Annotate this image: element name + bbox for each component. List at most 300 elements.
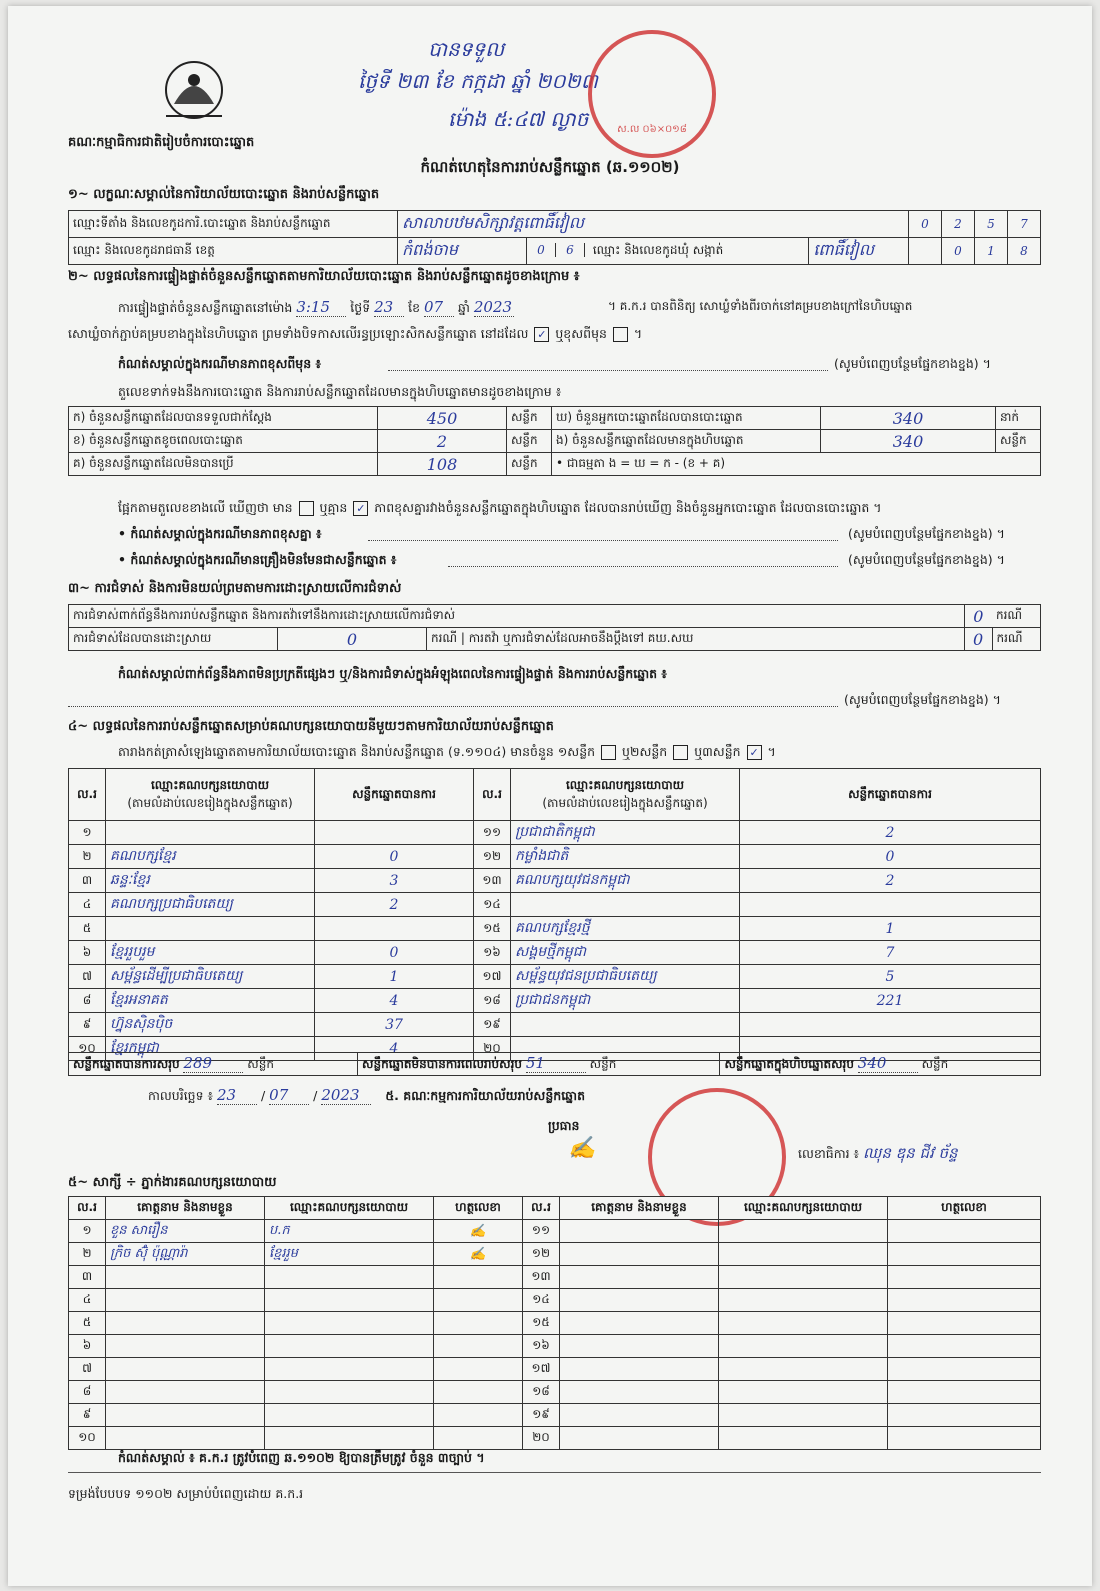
changed-checkbox[interactable] [613,327,628,342]
wit-left-sign [434,1381,523,1404]
wit-right-name [560,1243,719,1266]
diff-line [118,500,882,519]
section2-title: ២~ លទ្ធផលនៃការផ្ទៀងផ្ទាត់ចំនួនសន្លឹកឆ្នោតតាមការិយាល័យបោះឆ្នោត និងរាប់សន្លឹកឆ្នោតដូចខាងក្រោម ៖ [68,269,580,284]
verify-line-b: ។ គ.ក.រ បានពិនិត្យ សោឃ្លំទាំងពីរចាក់នៅគម្របខាងក្រៅនៃហិបឆ្នោត [608,299,913,313]
wit-right-party [719,1312,888,1335]
res-col-no-right: ល.រ [474,769,511,821]
witness-row [69,1289,1041,1312]
s1-com-code-2: 1 [975,238,1008,265]
witness-table [68,1196,1041,1450]
total-invalid-unit: សន្លឹក [589,1057,617,1071]
fig-formula: • ជាធម្មតា ង = ឃ = ក - (ខ + គ) [552,453,1041,476]
obj-hint: (សូមបំពេញបន្ថែមផ្នែកខាងខ្នង) ។ [844,692,1001,707]
wit-left-no: ២ [69,1243,106,1266]
results-body [69,821,1041,1061]
total-box-label: សន្លឹកឆ្នោតក្នុងហិបឆ្នោតសរុប [724,1057,854,1071]
s1-commune-label: ឈ្មោះ និងលេខកូដឃុំ សង្កាត់ [592,243,724,257]
figures-table [68,406,1041,476]
figures-intro: តួលេខទាក់ទងនឹងការបោះឆ្នោត និងការរាប់សន្លឹកឆ្នោតដែលមានក្នុងហិបឆ្នោតមានដូចខាងក្រោម ៖ [118,384,562,399]
diff-prefix: ផ្អែកតាមតួលេខខាងលើ ឃើញថា មាន [118,500,293,515]
witness-row [69,1312,1041,1335]
verify-month: 07 [424,298,454,317]
res-col-party-right [511,769,740,821]
form-footer: ទម្រង់បែបបទ ១១០២ សម្រាប់បំពេញដោយ គ.ក.រ [68,1486,304,1501]
footer-divider [68,1472,1041,1473]
res-left-party: ខ្មែរអនាគត [106,989,315,1013]
wit-right-sign [888,1312,1041,1335]
wit-left-sign [434,1312,523,1335]
witness-row [69,1335,1041,1358]
res-right-votes [740,1013,1041,1037]
bullet2-dots [448,566,838,567]
res-left-votes: 3 [315,869,474,893]
wit-left-party [265,1358,434,1381]
obj-row1-label: ការជំទាស់ពាក់ព័ន្ធនឹងការរាប់សន្លឹកឆ្នោត និងការតវ៉ាទៅនឹងការដោះស្រាយលើការជំទាស់ [69,605,965,628]
diff-yes-checkbox[interactable] [299,501,314,516]
fig-c-label: គ) ចំនួនសន្លឹកឆ្នោតដែលមិនបានប្រើ [69,453,378,476]
res-left-votes: 2 [315,893,474,917]
s1-row1-label: ឈ្មោះទីតាំង និងលេខកូដការិ.បោះឆ្នោត និងរាប់សន្លឹកឆ្នោត [69,211,398,238]
wit-right-name [560,1404,719,1427]
res-left-no: ៨ [69,989,106,1013]
verify-day: 23 [374,298,404,317]
section3-title: ៣~ ការជំទាស់ និងការមិនយល់ព្រមតាមការដោះស្រាយលើការជំទាស់ [68,581,402,596]
obj-row1-unit: ករណី [992,605,1041,628]
wit-right-sign [888,1266,1041,1289]
secretary-wrap [798,1144,958,1166]
total-valid: 289 [183,1054,243,1073]
witness-body [69,1220,1041,1450]
wit-left-name [106,1312,265,1335]
res-left-party: សម្ព័ន្ធដើម្បីប្រជាធិបតេយ្យ [106,965,315,989]
res-right-no: ១៧ [474,965,511,989]
wit-left-no: ៤ [69,1289,106,1312]
fig-e-unit: សន្លឹក [996,430,1041,453]
wit-right-no: ១៦ [523,1335,560,1358]
wit-right-name [560,1289,719,1312]
results-row [69,989,1041,1013]
res-right-votes: 1 [740,917,1041,941]
res-left-votes [315,821,474,845]
fig-b-unit: សន្លឹក [507,430,552,453]
wit-left-no: ៦ [69,1335,106,1358]
obj-note-dots [68,706,838,707]
stamp-top-number: ស.ល ០៦×០១៨ [617,123,687,135]
form-page [8,6,1092,1586]
wit-left-no: ៨ [69,1381,106,1404]
res-col-party-right-sub: (តាមលំដាប់លេខរៀងក្នុងសន្លឹកឆ្នោត) [542,795,708,810]
res-right-no: ១១ [474,821,511,845]
witness-row [69,1220,1041,1243]
wit-right-no: ១១ [523,1220,560,1243]
wit-right-party [719,1381,888,1404]
wit-right-party [719,1220,888,1243]
res-right-votes: 0 [740,845,1041,869]
total-invalid-label: សន្លឹកឆ្នោតមិនបានការពេលរាប់សរុប [362,1057,522,1071]
results-row [69,965,1041,989]
results-row [69,869,1041,893]
obj-row2b-value: 0 [964,628,992,651]
res-right-party: កម្លាំងជាតិ [511,845,740,869]
s1-code-4: 7 [1008,211,1041,238]
total-valid-cell [69,1053,358,1076]
wit-left-name: ខួន សារឿន [106,1220,265,1243]
fig-e-label: ង) ចំនួនសន្លឹកឆ្នោតដែលមានក្នុងហិបឆ្នោត [552,430,821,453]
results-row [69,893,1041,917]
res-right-no: ១៨ [474,989,511,1013]
wit-left-party [265,1289,434,1312]
total-valid-label: សន្លឹកឆ្នោតបានការសរុប [73,1057,180,1071]
results-row [69,821,1041,845]
res-right-no: ១៥ [474,917,511,941]
wit-right-no: ១៧ [523,1358,560,1381]
date-year: 2023 [321,1086,371,1105]
three-sheet-checkbox[interactable]: ✓ [747,745,762,760]
bullet1-dots [368,540,838,541]
res-right-party: ប្រជាជនកម្ពុជា [511,989,740,1013]
tally-intro: តារាងកត់ត្រាសំឡេងឆ្នោតតាមការិយាល័យបោះឆ្នោត និងរាប់សន្លឹកឆ្នោត (ទ.១១០៤) មានចំនួន ១សន្លឹក [118,744,596,759]
results-row [69,1013,1041,1037]
res-left-votes: 0 [315,941,474,965]
secretary-name: ឈុន ឌុន ជីវ ច័ន្ទ [863,1144,958,1162]
official-stamp-top [588,30,716,158]
bullet2: • កំណត់សម្គាល់ក្នុងករណីមានគ្រឿងមិនមែនជាសន្លឹកឆ្នោត ៖ [118,552,397,567]
received-note-1: បានទទួល [428,37,505,61]
res-left-party: ហ្វ៊ុនស៊ិនប៉ិច [106,1013,315,1037]
fig-a-label: ក) ចំនួនសន្លឹកឆ្នោតដែលបានទទួលជាក់ស្តែង [69,407,378,430]
note-hint: (សូមបំពេញបន្ថែមផ្នែកខាងខ្នង) ។ [834,356,991,371]
res-right-party: សម្ព័ន្ធយុវជនប្រជាធិបតេយ្យ [511,965,740,989]
witness-row [69,1266,1041,1289]
wit-col-sign-left: ហត្ថលេខា [434,1197,523,1220]
section5-title: ៥~ សាក្សី ÷ ភ្នាក់ងារគណបក្សនយោបាយ [68,1175,277,1190]
total-box: 340 [858,1054,918,1073]
witness-row [69,1381,1041,1404]
res-right-votes: 5 [740,965,1041,989]
wit-right-name [560,1427,719,1450]
unchanged-checkbox[interactable]: ✓ [534,327,549,342]
wit-left-party: ខ្មែររួម [265,1243,434,1266]
fig-e-value: 340 [821,430,996,453]
wit-left-name [106,1289,265,1312]
wit-right-party [719,1404,888,1427]
fig-d-value: 340 [821,407,996,430]
received-note-3: ម៉ោង ៥:៤៧ ល្ងាច [448,107,589,131]
wit-right-party [719,1358,888,1381]
verify-line-a [118,298,514,319]
wit-right-name [560,1381,719,1404]
wit-left-no: ៣ [69,1266,106,1289]
secretary-label: លេខាធិការ ៖ [798,1146,860,1161]
wit-left-name [106,1381,265,1404]
res-right-votes: 221 [740,989,1041,1013]
total-valid-unit: សន្លឹក [247,1057,274,1071]
wit-left-sign: ✍ [434,1243,523,1266]
wit-col-party-left: ឈ្មោះគណបក្សនយោបាយ [265,1197,434,1220]
res-left-party: ខ្មែររួបរួម [106,941,315,965]
verify-time: 3:15 [296,298,346,317]
s1-row2-label: ឈ្មោះ និងលេខកូដរាជធានី ខេត្ត [69,238,398,265]
wit-left-sign [434,1358,523,1381]
wit-left-party [265,1381,434,1404]
witness-row [69,1243,1041,1266]
res-left-no: ៥ [69,917,106,941]
wit-left-name [106,1404,265,1427]
one-sheet-checkbox[interactable] [601,745,616,760]
s1-com-code-1: 0 [942,238,975,265]
res-col-votes-left: សន្លឹកឆ្នោតបានការ [315,769,474,821]
res-col-votes-right: សន្លឹកឆ្នោតបានការ [740,769,1041,821]
s1-prov-code-2: 6 [556,243,585,257]
wit-left-party: ប.ក [265,1220,434,1243]
res-right-no: ២០ [474,1037,511,1061]
res-col-no-left: ល.រ [69,769,106,821]
fig-a-value: 450 [378,407,507,430]
verify-day-label: ថ្ងៃទី [350,300,371,315]
wit-right-sign [888,1358,1041,1381]
res-col-party-left-title: ឈ្មោះគណបក្សនយោបាយ [150,777,270,792]
res-left-party: គណបក្សប្រជាធិបតេយ្យ [106,893,315,917]
res-left-no: ៦ [69,941,106,965]
wit-left-no: ១០ [69,1427,106,1450]
fig-a-unit: សន្លឹក [507,407,552,430]
wit-left-sign: ✍ [434,1220,523,1243]
total-box-cell [720,1053,1041,1076]
res-right-no: ១៣ [474,869,511,893]
res-left-party: គណបក្សខ្មែរ [106,845,315,869]
verify-month-label: ខែ [408,300,421,315]
form-title: កំណត់ហេតុនៃការរាប់សន្លឹកឆ្នោត (ឆ.១១០២) [420,158,680,176]
res-left-party: ឆន្ទៈខ្មែរ [106,869,315,893]
res-left-votes: 4 [315,1037,474,1061]
wit-left-name: ក្រិច ស៊ុំ ប៉ុណ្ណារ៉ា [106,1243,265,1266]
res-col-party-right-title: ឈ្មោះគណបក្សនយោបាយ [565,777,685,792]
res-left-votes: 37 [315,1013,474,1037]
total-box-unit: សន្លឹក [921,1057,949,1071]
wit-left-name [106,1358,265,1381]
wit-left-name [106,1266,265,1289]
date-month: 07 [269,1086,309,1105]
res-left-party [106,821,315,845]
res-right-no: ១៩ [474,1013,511,1037]
wit-left-party [265,1427,434,1450]
s1-code-2: 2 [942,211,975,238]
wit-left-no: ៧ [69,1358,106,1381]
verify-prefix: ការផ្ទៀងផ្ទាត់ចំនួនសន្លឹកឆ្នោតនៅម៉ោង [118,300,293,315]
wit-left-sign [434,1289,523,1312]
bullet2-hint: (សូមបំពេញបន្ថែមផ្នែកខាងខ្នង) ។ [848,552,1005,567]
obj-row2-value: 0 [278,628,427,651]
nec-emblem-icon [154,58,234,128]
obj-note: កំណត់សម្គាល់ពាក់ព័ន្ធនឹងភាពមិនប្រក្រតីផ្សេងៗ ឬ/និងការជំទាស់ក្នុងអំឡុងពេលនៃការផ្ទៀងផ្ទាត់ និងការរាប់សន្លឹកឆ្នោត ៖ [118,666,667,681]
res-right-no: ១៦ [474,941,511,965]
s1-row1-value: សាលាបឋមសិក្សាវត្តពោធិ៍វៀល [398,211,909,238]
wit-left-sign [434,1404,523,1427]
wit-left-name [106,1335,265,1358]
res-left-no: ១០ [69,1037,106,1061]
section4-title: ៤~ លទ្ធផលនៃការរាប់សន្លឹកឆ្នោតសម្រាប់គណបក្សនយោបាយនីមួយៗតាមការិយាល័យរាប់សន្លឹកឆ្នោត [68,719,554,734]
res-right-votes [740,893,1041,917]
wit-right-no: ១៨ [523,1381,560,1404]
diff-none-label: ឬគ្មាន [319,500,348,515]
wit-left-party [265,1335,434,1358]
received-note-2: ថ្ងៃទី ២៣ ខែ កក្កដា ឆ្នាំ ២០២៣ [358,69,598,93]
res-right-no: ១៤ [474,893,511,917]
res-right-votes: 2 [740,821,1041,845]
res-right-party [511,1013,740,1037]
s1-prov-code-1: 0 [527,243,556,257]
wit-col-name-left: គោត្តនាម និងនាមខ្លួន [106,1197,265,1220]
verify-line-c: សោឃ្លំចាក់ភ្ជាប់គម្របខាងក្នុងនៃហិបឆ្នោត ព្រមទាំងបិទកាសលើរន្ធប្រឡោះសិកសន្លឹកឆ្នោត នៅដដែល [68,326,529,341]
res-right-party: សង្គមថ្មីកម្ពុជា [511,941,740,965]
president-label: ប្រធាន [548,1118,580,1133]
fig-d-label: ឃ) ចំនួនអ្នកបោះឆ្នោតដែលបានបោះឆ្នោត [552,407,821,430]
witness-row [69,1404,1041,1427]
res-right-party: ប្រជាជាតិកម្ពុជា [511,821,740,845]
wit-col-no-left: ល.រ [69,1197,106,1220]
committee-label: ៥. គណៈកម្មការការិយាល័យរាប់សន្លឹកឆ្នោត [385,1088,586,1103]
wit-right-name [560,1335,719,1358]
res-left-no: ៤ [69,893,106,917]
fig-b-label: ខ) ចំនួនសន្លឹកឆ្នោតខូចពេលបោះឆ្នោត [69,430,378,453]
wit-right-sign [888,1404,1041,1427]
bullet1-hint: (សូមបំពេញបន្ថែមផ្នែកខាងខ្នង) ។ [848,526,1005,541]
wit-right-party [719,1335,888,1358]
date-label: កាលបរិច្ឆេទ ៖ [148,1088,214,1103]
wit-right-party [719,1243,888,1266]
wit-right-name [560,1358,719,1381]
changed-label: ឬខុសពីមុន [555,326,607,341]
obj-row2-label: ការជំទាស់ដែលបានដោះស្រាយ [69,628,278,651]
footer-note: កំណត់សម្គាល់ ៖ គ.ក.រ ត្រូវបំពេញ ឆ.១១០២ ឱ្យបានត្រឹមត្រូវ ចំនួន ៣ច្បាប់ ។ [118,1450,485,1465]
section1-table [68,210,1041,265]
wit-right-party [719,1266,888,1289]
s1-commune: ពោធិ៍វៀល [809,238,909,265]
wit-right-sign [888,1220,1041,1243]
witness-row [69,1427,1041,1450]
fig-c-value: 108 [378,453,507,476]
res-left-no: ២ [69,845,106,869]
wit-left-name [106,1427,265,1450]
two-sheet-label: ឬ២សន្លឹក [622,744,668,759]
wit-right-no: ១៥ [523,1312,560,1335]
res-right-no: ១២ [474,845,511,869]
res-left-votes [315,917,474,941]
s1-com-code-3: 8 [1008,238,1041,265]
res-left-no: ៣ [69,869,106,893]
s1-code-3: 5 [975,211,1008,238]
res-right-votes: 7 [740,941,1041,965]
wit-right-no: ១៣ [523,1266,560,1289]
note-line: កំណត់សម្គាល់ក្នុងករណីមានភាពខុសពីមុន ៖ [118,356,322,371]
res-right-party: គណបក្សខ្មែរថ្មី [511,917,740,941]
wit-right-sign [888,1335,1041,1358]
results-table [68,768,1041,1061]
res-left-votes: 0 [315,845,474,869]
res-right-votes: 2 [740,869,1041,893]
s1-blank [909,238,942,265]
results-row [69,941,1041,965]
total-invalid-cell [358,1053,720,1076]
wit-right-sign [888,1243,1041,1266]
res-col-party-left-sub: (តាមលំដាប់លេខរៀងក្នុងសន្លឹកឆ្នោត) [127,795,293,810]
res-left-no: ១ [69,821,106,845]
wit-left-sign [434,1335,523,1358]
totals-table [68,1052,1041,1076]
wit-left-party [265,1266,434,1289]
wit-right-party [719,1289,888,1312]
wit-right-no: ២០ [523,1427,560,1450]
res-left-votes: 4 [315,989,474,1013]
wit-right-no: ១៤ [523,1289,560,1312]
s1-code-1: 0 [909,211,942,238]
wit-right-sign [888,1381,1041,1404]
obj-row2-unit: ករណី [431,631,458,645]
two-sheet-checkbox[interactable] [673,745,688,760]
wit-left-no: ៩ [69,1404,106,1427]
diff-rest: ភាពខុសគ្នារវាងចំនួនសន្លឹកឆ្នោតក្នុងហិបឆ្នោត ដែលបានរាប់ឃើញ និងចំនួនអ្នកបោះឆ្នោត ដែលបានបោះឆ្នោត ។ [374,500,882,515]
wit-right-no: ១៩ [523,1404,560,1427]
fig-b-value: 2 [378,430,507,453]
wit-left-party [265,1312,434,1335]
verify-line-c-wrap: សោឃ្លំចាក់ភ្ជាប់គម្របខាងក្នុងនៃហិបឆ្នោត ព្រមទាំងបិទកាសលើរន្ធប្រឡោះសិកសន្លឹកឆ្នោត នៅដដែល ✓ ឬខុសពីមុន ។ [68,326,643,341]
wit-left-no: ៥ [69,1312,106,1335]
diff-no-checkbox[interactable]: ✓ [353,501,368,516]
wit-col-no-right: ល.រ [523,1197,560,1220]
wit-col-sign-right: ហត្ថលេខា [888,1197,1041,1220]
res-left-party: ខ្មែរកម្ពុជា [106,1037,315,1061]
org-name: គណៈកម្មាធិការជាតិរៀបចំការបោះឆ្នោត [68,135,255,150]
results-row [69,917,1041,941]
verify-year-label: ឆ្នាំ [457,300,470,315]
obj-row2b-unit: ករណី [992,628,1041,651]
res-left-no: ៧ [69,965,106,989]
president-signature: ✍ [568,1136,596,1161]
note-dots [388,370,828,371]
wit-right-sign [888,1427,1041,1450]
wit-right-name [560,1266,719,1289]
wit-right-sign [888,1289,1041,1312]
wit-left-sign [434,1427,523,1450]
total-invalid: 51 [526,1054,586,1073]
three-sheet-label: ឬ៣សន្លឹក [694,744,741,759]
wit-left-party [265,1404,434,1427]
s1-province: កំពង់ចាម [398,238,527,265]
results-row [69,845,1041,869]
res-col-party-left [106,769,315,821]
date-day: 23 [217,1086,257,1105]
wit-right-no: ១២ [523,1243,560,1266]
wit-right-name [560,1312,719,1335]
res-right-party [511,893,740,917]
wit-right-party [719,1427,888,1450]
s1-province-code [527,238,809,265]
wit-left-no: ១ [69,1220,106,1243]
res-left-votes: 1 [315,965,474,989]
res-right-party: គណបក្សយុវជនកម្ពុជា [511,869,740,893]
obj-row2b-label: ការតវ៉ា ឬការជំទាស់ដែលអាចនឹងប្តឹងទៅ គឃ.សឃ [468,631,694,645]
wit-left-sign [434,1266,523,1289]
section1-title: ១~ លក្ខណៈសម្គាល់នៃការិយាល័យបោះឆ្នោត និងរាប់សន្លឹកឆ្នោត [68,187,380,202]
witness-row [69,1358,1041,1381]
obj-row1-value: 0 [964,605,992,628]
verify-year: 2023 [473,298,513,316]
wit-col-party-right: ឈ្មោះគណបក្សនយោបាយ [719,1197,888,1220]
res-left-no: ៩ [69,1013,106,1037]
obj-row2b-wrap: ករណី | ការតវ៉ា ឬការជំទាស់ដែលអាចនឹងប្តឹងទៅ គឃ.សឃ [427,628,965,651]
wit-col-name-right: គោត្តនាម និងនាមខ្លួន [560,1197,719,1220]
fig-d-unit: នាក់ [996,407,1041,430]
